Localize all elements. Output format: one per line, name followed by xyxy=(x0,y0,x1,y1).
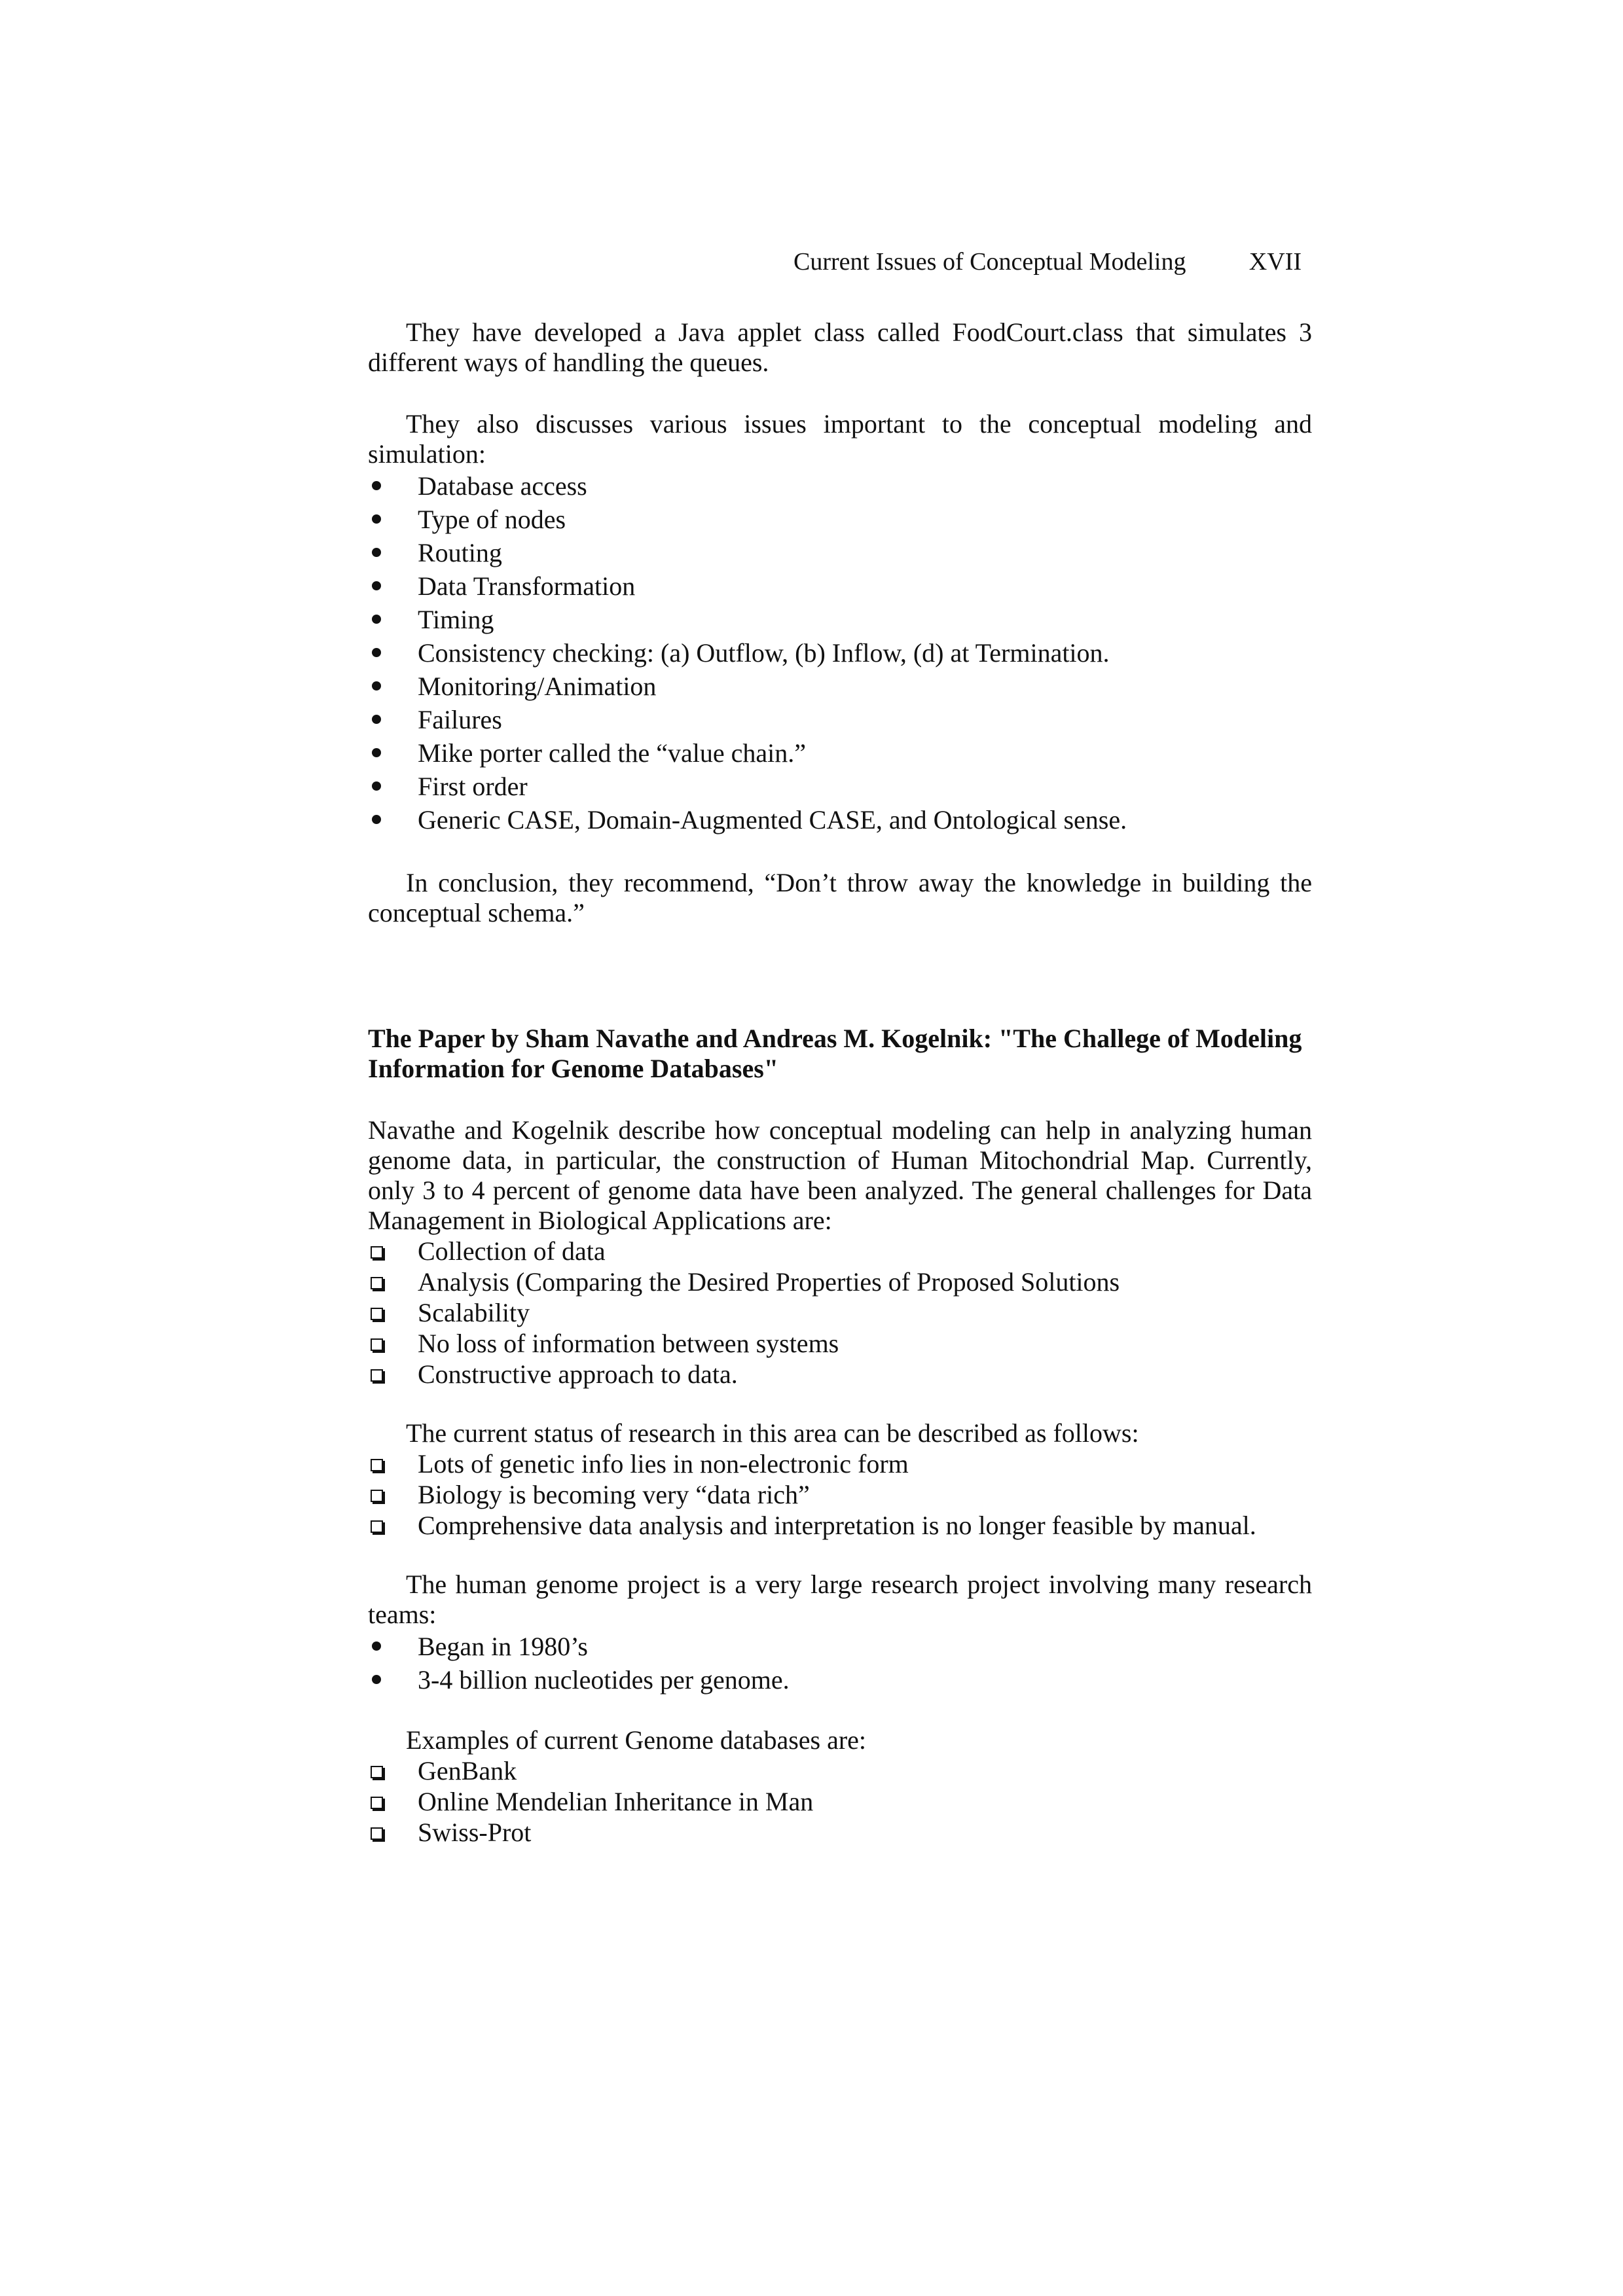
list-item: Timing xyxy=(368,603,1312,636)
checkbox-bullet-icon xyxy=(371,1308,383,1320)
list-item: Constructive approach to data. xyxy=(368,1359,1312,1390)
list-item: 3-4 billion nucleotides per genome. xyxy=(368,1663,1312,1696)
bullet-icon xyxy=(372,781,381,791)
checkbox-bullet-icon xyxy=(371,1797,383,1809)
bullet-icon xyxy=(372,514,381,524)
list-item: Database access xyxy=(368,469,1312,503)
list-item: Routing xyxy=(368,536,1312,569)
bullet-icon xyxy=(372,1675,381,1684)
bullet-icon xyxy=(372,715,381,724)
list-item: Failures xyxy=(368,703,1312,736)
bullet-icon xyxy=(372,615,381,624)
list-item: No loss of information between systems xyxy=(368,1328,1312,1359)
checkbox-bullet-icon xyxy=(371,1827,383,1840)
challenges-list xyxy=(368,1236,1312,1390)
running-title: Current Issues of Conceptual Modeling xyxy=(793,248,1186,276)
list-item: Data Transformation xyxy=(368,569,1312,603)
paragraph-status-intro: The current status of research in this area can be described as follows: xyxy=(406,1418,1139,1448)
status-list xyxy=(368,1448,1312,1541)
list-item: GenBank xyxy=(368,1755,1312,1786)
paragraph-issues-intro: They also discusses various issues important to the conceptual modeling and simulation: xyxy=(368,409,1312,469)
checkbox-bullet-icon xyxy=(371,1520,383,1533)
list-item: Began in 1980’s xyxy=(368,1630,1312,1663)
list-item: Comprehensive data analysis and interpretation is no longer feasible by manual. xyxy=(368,1510,1312,1541)
list-item: Online Mendelian Inheritance in Man xyxy=(368,1786,1312,1817)
checkbox-bullet-icon xyxy=(371,1766,383,1778)
section-title: The Paper by Sham Navathe and Andreas M. Kogelnik: "The Challege of Modeling Information for Genome Databases" xyxy=(368,1024,1302,1083)
bullet-icon xyxy=(372,581,381,590)
bullet-icon xyxy=(372,815,381,824)
checkbox-bullet-icon xyxy=(371,1459,383,1471)
list-item: Type of nodes xyxy=(368,503,1312,536)
bullet-icon xyxy=(372,681,381,691)
checkbox-bullet-icon xyxy=(371,1277,383,1289)
list-item: Consistency checking: (a) Outflow, (b) Inflow, (d) at Termination. xyxy=(368,636,1312,670)
paragraph-databases-intro: Examples of current Genome databases are: xyxy=(406,1725,867,1755)
checkbox-bullet-icon xyxy=(371,1369,383,1382)
paragraph-navathe-intro: Navathe and Kogelnik describe how conceptual modeling can help in analyzing human genome data, in particular, the construction of Human Mitochondrial Map. Currently, only 3 to 4 percent of genome data have been analyzed. The general challenges for Data Management in Biological Applications are: xyxy=(368,1115,1312,1235)
list-item: Biology is becoming very “data rich” xyxy=(368,1479,1312,1510)
databases-list xyxy=(368,1755,1312,1848)
bullet-icon xyxy=(372,548,381,557)
paragraph-foodcourt: They have developed a Java applet class called FoodCourt.class that simulates 3 different ways of handling the queues. xyxy=(368,317,1312,377)
list-item: Generic CASE, Domain-Augmented CASE, and Ontological sense. xyxy=(368,803,1312,836)
bullet-icon xyxy=(372,648,381,657)
list-item: Monitoring/Animation xyxy=(368,670,1312,703)
list-item: Analysis (Comparing the Desired Properties of Proposed Solutions xyxy=(368,1266,1312,1297)
bullet-icon xyxy=(372,748,381,757)
bullet-icon xyxy=(372,1641,381,1651)
page-number: XVII xyxy=(1249,248,1302,276)
checkbox-bullet-icon xyxy=(371,1246,383,1259)
list-item: Lots of genetic info lies in non-electronic form xyxy=(368,1448,1312,1479)
checkbox-bullet-icon xyxy=(371,1338,383,1351)
list-item: Mike porter called the “value chain.” xyxy=(368,736,1312,770)
list-item: Collection of data xyxy=(368,1236,1312,1266)
bullet-icon xyxy=(372,481,381,490)
paragraph-conclusion: In conclusion, they recommend, “Don’t throw away the knowledge in building the conceptual schema.” xyxy=(368,868,1312,927)
checkbox-bullet-icon xyxy=(371,1490,383,1502)
list-item: Swiss-Prot xyxy=(368,1817,1312,1848)
list-item: First order xyxy=(368,770,1312,803)
paragraph-genome-project: The human genome project is a very large research project involving many research teams: xyxy=(368,1570,1312,1629)
page-body xyxy=(368,317,1312,1848)
list-item: Scalability xyxy=(368,1297,1312,1328)
issues-list xyxy=(368,469,1312,836)
genome-project-list xyxy=(368,1630,1312,1696)
